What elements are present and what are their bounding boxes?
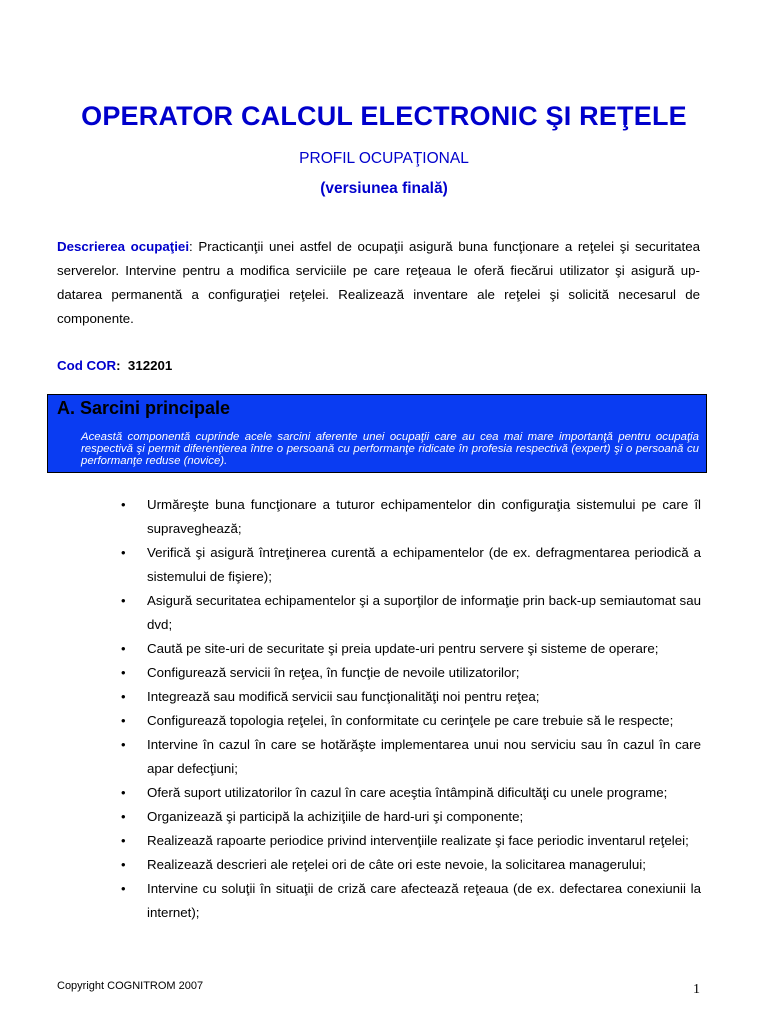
list-item: • Urmăreşte buna funcţionare a tuturor echipamentelor din configuraţia sistemului pe care îl supraveghează; [121, 493, 701, 541]
cod-cor-value: 312201 [127, 358, 173, 373]
list-item: • Realizează descrieri ale reţelei ori de câte ori este nevoie, la solicitarea managerului; [121, 853, 701, 877]
list-item: • Organizează şi participă la achiziţiile de hard-uri şi componente; [121, 805, 701, 829]
section-description: Această componentă cuprinde acele sarcini aferente unei ocupaţii care au cea mai mare importanţă pentru ocupaţia respectivă şi permit diferenţierea între o persoană cu performanţe ridicate în profesia respectivă (expert) şi o persoană cu performanţe reduse (novice). [81, 431, 699, 467]
task-list [121, 493, 701, 925]
list-item: • Verifică şi asigură întreţinerea curentă a echipamentelor (de ex. defragmentarea periodică a sistemului de fişiere); [121, 541, 701, 589]
list-item: • Configurează servicii în reţea, în funcţie de nevoile utilizatorilor; [121, 661, 701, 685]
list-item: • Asigură securitatea echipamentelor şi a suporţilor de informaţie prin back-up semiautomat sau dvd; [121, 589, 701, 637]
cod-cor [57, 358, 172, 373]
cod-cor-label: Cod COR [57, 358, 117, 373]
description-label: Descrierea ocupaţiei [57, 239, 190, 254]
section-box [47, 394, 707, 473]
list-item: • Caută pe site-uri de securitate şi preia update-uri pentru servere şi sisteme de operare; [121, 637, 701, 661]
document-subtitle: PROFIL OCUPAŢIONAL [299, 150, 469, 167]
cod-cor-separator: : [116, 358, 121, 373]
section-title: A. Sarcini principale [57, 398, 231, 418]
list-item: • Configurează topologia reţelei, în conformitate cu cerinţele pe care trebuie să le respecte; [121, 709, 701, 733]
list-item: • Oferă suport utilizatorilor în cazul în care aceştia întâmpină dificultăţi cu unele programe; [121, 781, 701, 805]
document-title: OPERATOR CALCUL ELECTRONIC ŞI REŢELE [81, 101, 687, 131]
list-item: • Realizează rapoarte periodice privind intervenţiile realizate şi face periodic inventarul reţelei; [121, 829, 701, 853]
list-item: • Integrează sau modifică servicii sau funcţionalităţi noi pentru reţea; [121, 685, 701, 709]
description-text: : Practicanţii unei astfel de ocupaţii asigură buna funcţionare a reţelei şi securitatea serverelor. Intervine pentru a modifica serviciile pe care reţeaua le oferă fiecărui utilizator şi asigură up-datarea permanentă a configuraţiei reţelei. Realizează inventare ale reţelei şi solicită necesarul de componente. [57, 239, 700, 326]
footer-copyright: Copyright COGNITROM 2007 [57, 980, 204, 992]
occupation-description [57, 235, 700, 331]
document-version: (versiunea finală) [320, 180, 448, 197]
list-item: • Intervine cu soluţii în situaţii de criză care afectează reţeaua (de ex. defectarea conexiunii la internet); [121, 877, 701, 925]
list-item: • Intervine în cazul în care se hotărăşte implementarea unui nou serviciu sau în cazul în care apar defecţiuni; [121, 733, 701, 781]
page-number: 1 [693, 982, 700, 997]
